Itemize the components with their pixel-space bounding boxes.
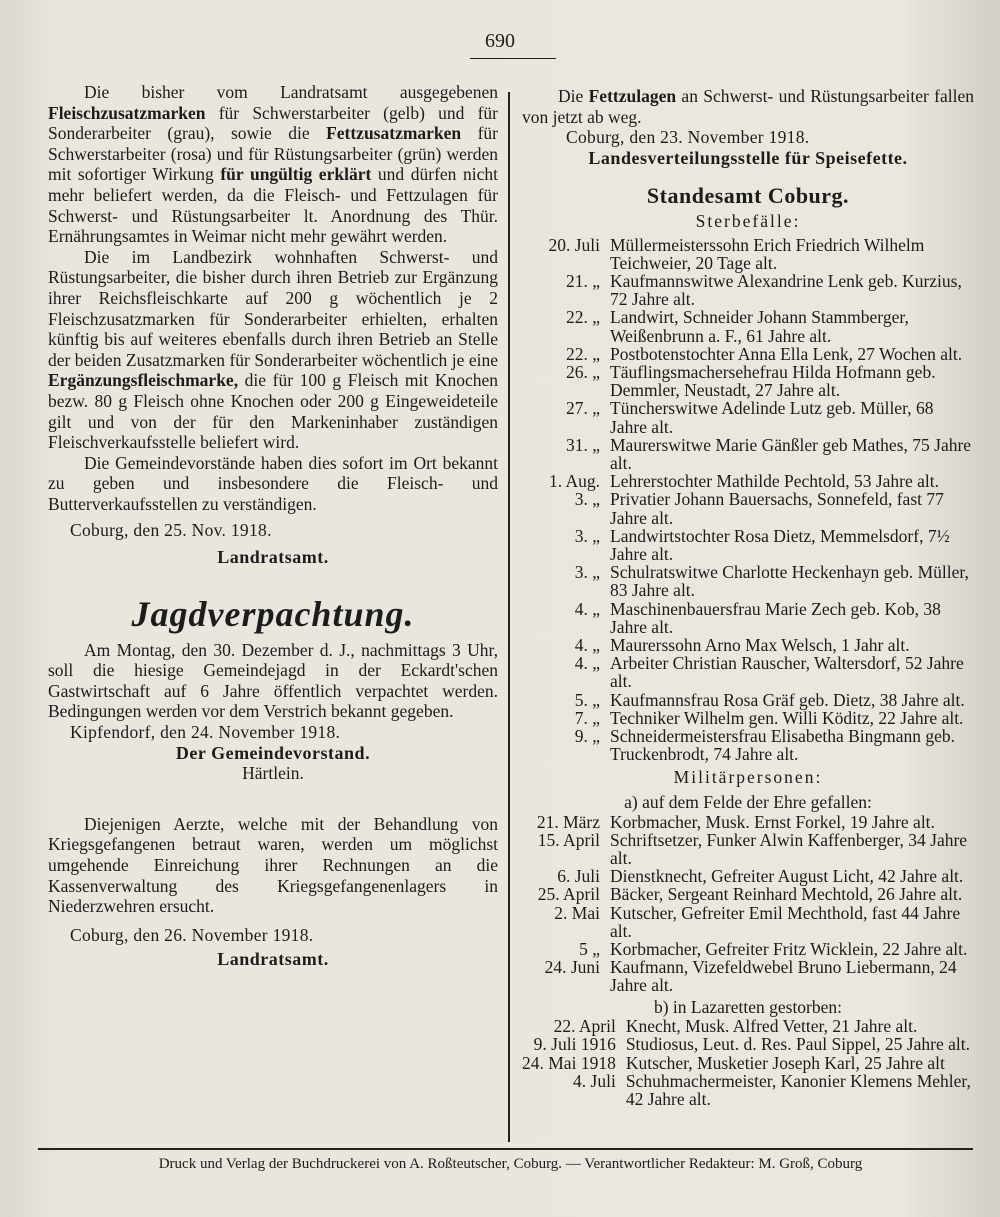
register-entry bbox=[522, 727, 974, 763]
imprint-footer: Druck und Verlag der Buchdruckerei von A. Roßteutscher, Coburg. — Verantwortlicher Redakteur: M. Groß, Coburg bbox=[158, 1156, 863, 1172]
text-run: Die im Landbezirk wohnhaften Schwerst- und Rüstungsarbeiter, die bisher durch ihren Betrieb zur Ergänzung ihrer Reichsfleischkarte auf 200 g wöchentlich je 2 Fleischzusatzmarken für Sonderarbeiter erhielten, erhalten künftig bis auf weiteres ebenfalls durch ihren Betrieb an Stelle der beiden Zusatzmarken für Sonderarbeiter wöchentlich je eine bbox=[48, 246, 498, 370]
bold-run: Ergänzungsfleischmarke, bbox=[48, 370, 239, 391]
entry-text: Postbotenstochter Anna Ella Lenk, 27 Wochen alt. bbox=[610, 343, 963, 364]
entry-date: 4. „ bbox=[574, 653, 600, 674]
heading-jagdverpachtung: Jagdverpachtung. bbox=[131, 593, 415, 634]
entry-date: 4. „ bbox=[574, 598, 600, 619]
notice-gemeindevorstaende: Die Gemeindevorstände haben dies sofort im Ort bekannt zu geben und insbesondere die Fleisch- und Butterverkaufsstellen zu verständigen. bbox=[48, 452, 498, 514]
entry-date: 21. „ bbox=[565, 270, 600, 291]
entry-date: 27. „ bbox=[565, 398, 600, 419]
left-column bbox=[48, 82, 498, 970]
entry-date: 4. „ bbox=[574, 635, 600, 656]
entry-date: 3. „ bbox=[574, 562, 600, 583]
entry-text: Schneidermeistersfrau Elisabetha Bingmann geb. Truckenbrodt, 74 Jahre alt. bbox=[610, 726, 956, 765]
entry-text: Studiosus, Leut. d. Res. Paul Sippel, 25 Jahre alt. bbox=[625, 1034, 970, 1055]
entry-date: 9. Juli 1916 bbox=[533, 1034, 616, 1055]
entry-date: 26. „ bbox=[565, 361, 600, 382]
heading-standesamt: Standesamt Coburg. bbox=[646, 183, 850, 209]
entry-date: 24. Juni bbox=[544, 957, 600, 978]
entry-text: Täuflingsmachersehefrau Hilda Hofmann geb. Demmler, Neustadt, 27 Jahre alt. bbox=[610, 361, 936, 401]
register-entry bbox=[522, 940, 974, 958]
register-entry bbox=[522, 1035, 974, 1053]
entry-date: 3. „ bbox=[574, 525, 600, 546]
entry-date: 15. April bbox=[537, 829, 600, 850]
register-entry bbox=[522, 958, 974, 994]
text-run: die für 100 g Fleisch mit Knochen bezw. 80 g Fleisch ohne Knochen oder 200 g Eingeweideteile gilt und von der für den Markeninhaber zuständigen Fleischverkaufsstelle beliefert wird. bbox=[48, 370, 498, 453]
register-entry bbox=[522, 1072, 974, 1108]
register-entry bbox=[522, 272, 974, 308]
entry-date: 5. „ bbox=[574, 689, 600, 710]
register-entry bbox=[522, 709, 974, 727]
entry-text: Müllermeisterssohn Erich Friedrich Wilhelm Teichweier, 20 Tage alt. bbox=[610, 234, 925, 273]
dateline-1: Coburg, den 25. Nov. 1918. bbox=[70, 520, 272, 541]
text-run: an Schwerst- und Rüstungsarbeiter fallen von jetzt ab weg. bbox=[522, 86, 974, 127]
entry-text: Schuhmachermeister, Kanonier Klemens Mehler, 42 Jahre alt. bbox=[625, 1070, 971, 1110]
text-run: für Schwerstarbeiter (rosa) und für Rüstungsarbeiter (grün) werden mit sofortiger Wirkung bbox=[48, 123, 499, 185]
entry-date: 2. Mai bbox=[554, 902, 600, 923]
subhead-militaerpersonen: Militärpersonen: bbox=[673, 767, 823, 788]
notice-aerzte: Diejenigen Aerzte, welche mit der Behandlung von Kriegsgefangenen betraut waren, werden um möglichst umgehende Einreichung ihrer Rechnungen an die Kassenverwaltung des Kriegsgefangenenlagers in Niederzwehren ersucht. bbox=[48, 813, 498, 917]
entry-text: Dienstknecht, Gefreiter August Licht, 42 Jahre alt. bbox=[610, 866, 964, 887]
notice-landbezirk bbox=[48, 247, 498, 453]
entry-date: 25. April bbox=[537, 884, 600, 905]
subhead-lazaretten: b) in Lazaretten gestorben: bbox=[653, 996, 843, 1017]
dateline-fettzulagen: Coburg, den 23. November 1918. bbox=[566, 127, 810, 148]
entry-text: Korbmacher, Musk. Ernst Forkel, 19 Jahre alt. bbox=[610, 811, 935, 832]
entry-text: Kaufmannsfrau Rosa Gräf geb. Dietz, 38 Jahre alt. bbox=[610, 689, 965, 710]
text-run: Die bisher vom Landratsamt ausgegebenen bbox=[84, 82, 498, 102]
entry-text: Kutscher, Gefreiter Emil Mechthold, fast 44 Jahre alt. bbox=[610, 902, 961, 941]
notice-fleischzusatzmarken bbox=[48, 82, 498, 247]
entry-text: Maurerswitwe Marie Gänßler geb Mathes, 75 Jahre alt. bbox=[610, 434, 972, 473]
dateline-3: Coburg, den 26. November 1918. bbox=[70, 924, 314, 945]
register-entry bbox=[522, 472, 974, 490]
entry-date: 4. Juli bbox=[573, 1070, 616, 1091]
register-entry bbox=[522, 490, 974, 526]
entry-date: 5 „ bbox=[579, 939, 600, 960]
entry-date: 7. „ bbox=[574, 707, 600, 728]
entry-text: Techniker Wilhelm gen. Willi Köditz, 22 Jahre alt. bbox=[610, 707, 964, 728]
register-entry bbox=[522, 867, 974, 885]
dateline-2: Kipfendorf, den 24. November 1918. bbox=[70, 722, 341, 743]
entry-text: Arbeiter Christian Rauscher, Waltersdorf, 52 Jahre alt. bbox=[610, 653, 964, 692]
entry-date: 1. Aug. bbox=[548, 471, 600, 492]
subhead-sterbefaelle: Sterbefälle: bbox=[695, 210, 801, 231]
signature-landesverteilungsstelle: Landesverteilungsstelle für Speisefette. bbox=[588, 147, 908, 168]
entry-text: Kutscher, Musketier Joseph Karl, 25 Jahre alt bbox=[625, 1052, 945, 1073]
military-fallen-table bbox=[522, 813, 974, 995]
register-entry bbox=[522, 363, 974, 399]
signature-gemeindevorstand: Der Gemeindevorstand. bbox=[175, 742, 371, 763]
entry-text: Privatier Johann Bauersachs, Sonnefeld, fast 77 Jahre alt. bbox=[610, 489, 944, 528]
entry-date: 31. „ bbox=[565, 434, 600, 455]
register-entry bbox=[522, 636, 974, 654]
entry-text: Maschinenbauersfrau Marie Zech geb. Kob, 38 Jahre alt. bbox=[610, 598, 941, 637]
deaths-table bbox=[522, 236, 974, 764]
entry-text: Tüncherswitwe Adelinde Lutz geb. Müller, 68 Jahre alt. bbox=[610, 398, 934, 437]
register-entry bbox=[522, 436, 974, 472]
entry-text: Bäcker, Sergeant Reinhard Mechtold, 26 Jahre alt. bbox=[610, 884, 963, 905]
entry-date: 9. „ bbox=[574, 726, 600, 747]
register-entry bbox=[522, 399, 974, 435]
entry-date: 21. März bbox=[536, 811, 600, 832]
notice-jagdverpachtung: Am Montag, den 30. Dezember d. J., nachmittags 3 Uhr, soll die hiesige Gemeindejagd in der Eckardt'schen Gastwirtschaft auf 6 Jahre öffentlich verpachtet werden. Bedingungen werden vor dem Verstrich bekannt gegeben. bbox=[48, 639, 498, 722]
entry-text: Landwirtstochter Rosa Dietz, Memmelsdorf, 7½ Jahre alt. bbox=[610, 525, 950, 565]
signature-landratsamt-2: Landratsamt. bbox=[217, 949, 329, 970]
register-entry bbox=[522, 563, 974, 599]
page-number-rule bbox=[470, 58, 556, 59]
register-entry bbox=[522, 691, 974, 709]
entry-text: Kaufmann, Vizefeldwebel Bruno Liebermann, 24 Jahre alt. bbox=[610, 957, 957, 996]
register-entry bbox=[522, 904, 974, 940]
entry-date: 22. „ bbox=[565, 343, 600, 364]
entry-text: Maurerssohn Arno Max Welsch, 1 Jahr alt. bbox=[610, 635, 910, 656]
text-run: Die bbox=[558, 86, 589, 106]
entry-text: Schriftsetzer, Funker Alwin Kaffenberger, 34 Jahre alt. bbox=[610, 829, 968, 869]
military-lazarett-table bbox=[522, 1017, 974, 1108]
bold-run: Fettzusatzmarken bbox=[326, 123, 462, 144]
entry-text: Lehrerstochter Mathilde Pechtold, 53 Jahre alt. bbox=[610, 471, 939, 492]
page-number: 690 bbox=[485, 30, 515, 52]
signature-name-haertlein: Härtlein. bbox=[242, 763, 304, 784]
register-entry bbox=[522, 813, 974, 831]
register-entry bbox=[522, 831, 974, 867]
bold-run: für ungültig erklärt bbox=[220, 164, 372, 185]
signature-landratsamt-1: Landratsamt. bbox=[217, 547, 329, 568]
text-run: für Schwerstarbeiter (gelb) und für Sonderarbeiter (grau), sowie die bbox=[48, 102, 498, 144]
right-column bbox=[522, 86, 974, 1108]
entry-text: Schulratswitwe Charlotte Heckenhayn geb. Müller, 83 Jahre alt. bbox=[610, 562, 969, 601]
register-entry bbox=[522, 236, 974, 272]
entry-date: 22. April bbox=[553, 1016, 616, 1037]
bold-run: Fleischzusatzmarken bbox=[48, 102, 206, 123]
bold-run: Fettzulagen bbox=[588, 86, 677, 106]
register-entry bbox=[522, 1054, 974, 1072]
text-run: und dürfen nicht mehr beliefert werden, da die Fleisch- und Fettzulagen für Schwerst- und Rüstungsarbeiter lt. Anordnung des Thür. Ernährungsamtes in Weimar nicht mehr gewährt werden. bbox=[48, 164, 498, 247]
entry-text: Landwirt, Schneider Johann Stammberger, Weißenbrunn a. F., 61 Jahre alt. bbox=[610, 307, 909, 346]
register-entry bbox=[522, 885, 974, 903]
register-entry bbox=[522, 345, 974, 363]
register-entry bbox=[522, 308, 974, 344]
column-divider bbox=[508, 92, 510, 1142]
register-entry bbox=[522, 1017, 974, 1035]
notice-fettzulagen bbox=[522, 86, 974, 127]
footer-rule bbox=[38, 1148, 973, 1150]
entry-date: 24. Mai 1918 bbox=[522, 1052, 616, 1073]
register-entry bbox=[522, 600, 974, 636]
entry-date: 22. „ bbox=[565, 307, 600, 328]
register-entry bbox=[522, 527, 974, 563]
subhead-gefallen: a) auf dem Felde der Ehre gefallen: bbox=[624, 792, 872, 813]
entry-text: Kaufmannswitwe Alexandrine Lenk geb. Kurzius, 72 Jahre alt. bbox=[610, 270, 962, 310]
entry-text: Korbmacher, Gefreiter Fritz Wicklein, 22 Jahre alt. bbox=[610, 939, 968, 960]
entry-text: Knecht, Musk. Alfred Vetter, 21 Jahre alt. bbox=[625, 1016, 918, 1037]
register-entry bbox=[522, 654, 974, 690]
entry-date: 6. Juli bbox=[557, 866, 600, 887]
entry-date: 20. Juli bbox=[548, 234, 600, 255]
entry-date: 3. „ bbox=[574, 489, 600, 510]
